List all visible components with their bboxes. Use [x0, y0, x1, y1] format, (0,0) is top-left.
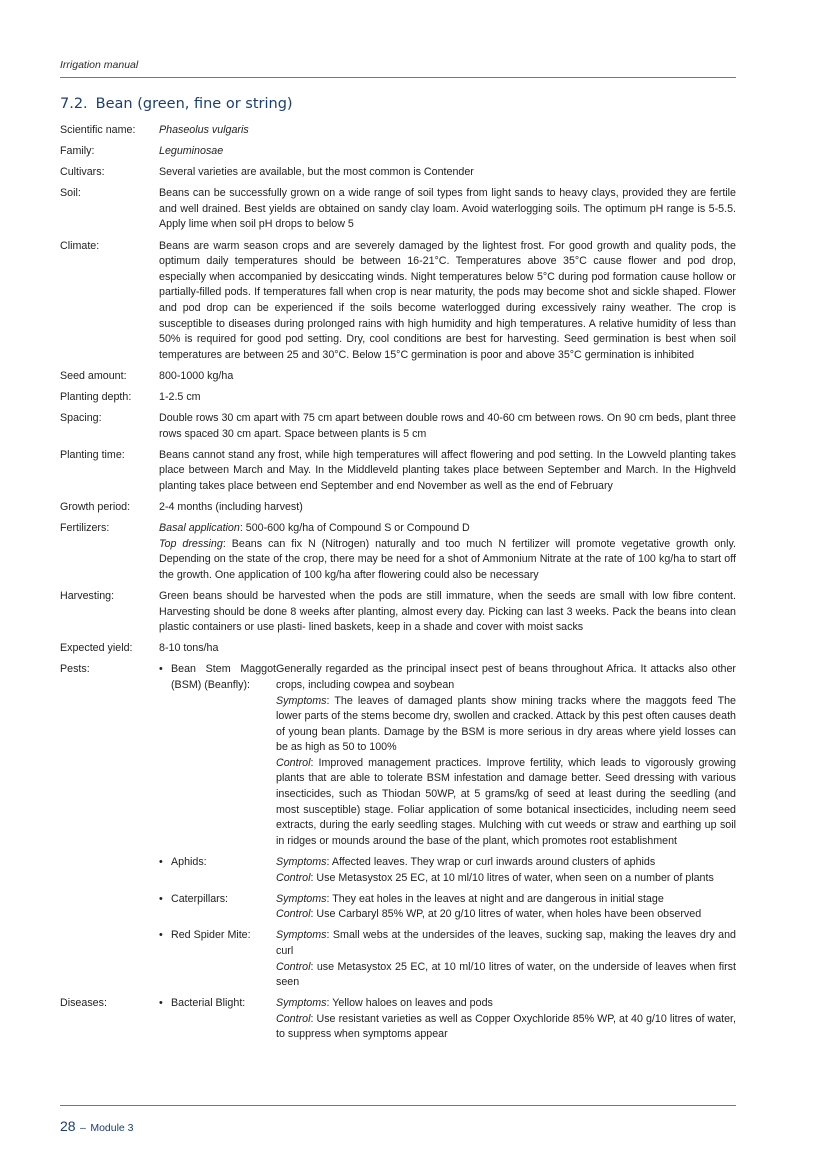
symptoms-label: Symptoms: [276, 694, 327, 707]
pest-list: [159, 662, 736, 990]
field-label: Growth period:: [60, 500, 131, 513]
pest-control: [276, 960, 736, 991]
symptoms-text: : Affected leaves. They wrap or curl inwards around clusters of aphids: [326, 855, 656, 868]
control-label: Control: [276, 960, 311, 973]
field-value: 800-1000 kg/ha: [159, 369, 234, 382]
symptoms-text: : Yellow haloes on leaves and pods: [326, 997, 493, 1010]
field-value: Double rows 30 cm apart with 75 cm apart between double rows and 40-60 cm between rows. On 90 cm beds, plant three rows spaced 30 cm apart. Space between plants is 5 cm: [159, 412, 736, 440]
pest-name: Caterpillars:: [171, 892, 229, 905]
field-climate: [60, 239, 736, 364]
field-label: Spacing:: [60, 412, 102, 424]
disease-list: [159, 996, 736, 1043]
field-label: Diseases:: [60, 997, 107, 1010]
symptoms-label: Symptoms: [276, 892, 327, 905]
field-label: Expected yield:: [60, 642, 133, 655]
pest-item-bean-stem-maggot: [159, 662, 736, 849]
field-value: 1-2.5 cm: [159, 390, 201, 403]
basal-text: : 500-600 kg/ha of Compound S or Compound D: [239, 522, 470, 535]
symptoms-text: : The leaves of damaged plants show mining tracks where the maggots feed The lower parts of the stems become dry, swollen and cracked. Attack by this pest often causes death of young bean plants. Damage by the BSM is more serious in dry areas where yield losses can be as high as 50 to 100%: [276, 694, 736, 754]
pest-description: [276, 928, 736, 990]
top-dressing: [159, 537, 736, 584]
field-family: [60, 144, 736, 160]
disease-item-bacterial-blight: [159, 996, 736, 1043]
control-label: Control: [276, 871, 311, 884]
field-value: Several varieties are available, but the most common is Contender: [159, 166, 474, 179]
running-header: Irrigation manual: [60, 59, 139, 71]
field-planting-time: [60, 448, 736, 495]
control-label: Control: [276, 908, 311, 921]
control-text: : Use Carbaryl 85% WP, at 20 g/10 litres of water, when holes have been observed: [310, 908, 702, 921]
control-text: : use Metasystox 25 EC, at 10 ml/10 litres of water, on the underside of leaves when first seen: [276, 960, 736, 989]
field-value: 2-4 months (including harvest): [159, 500, 303, 513]
field-label: Planting time:: [60, 448, 125, 461]
field-label: Harvesting:: [60, 589, 115, 602]
page-number: 28: [60, 1118, 76, 1134]
module-label: Module 3: [90, 1122, 134, 1134]
disease-name: Bacterial Blight:: [171, 997, 246, 1010]
field-value: 8-10 tons/ha: [159, 642, 219, 655]
footer-dash: –: [80, 1122, 86, 1134]
pest-symptoms: [276, 892, 736, 908]
field-seed-amount: [60, 369, 736, 385]
pest-control: [276, 756, 736, 850]
section-number: 7.2.: [60, 96, 88, 112]
field-label: Planting depth:: [60, 390, 132, 403]
pest-description: [276, 855, 736, 886]
bullet-icon: •: [159, 929, 163, 942]
field-label: Family:: [60, 145, 95, 158]
pest-control: [276, 907, 736, 923]
field-label: Cultivars:: [60, 166, 105, 179]
field-label: Seed amount:: [60, 369, 127, 382]
control-text: : Improved management practices. Improve fertility, which leads to vigorously growing plants that are able to tolerate BSM infestation and damage better. Seed dressing with various insecticides, such as Thiodan 50WP, at 5 grams/kg of seed at least during the seedling (and most susceptible) stage. Foliar application of some botanical insecticides, including neem seed extracts, during the early seedling stages. Mulching with cut weeds or straw and earthing up soil in ridges or mounds around the base of the plant, which promotes root establishment: [276, 756, 736, 847]
field-diseases: [60, 996, 736, 1043]
field-value: Beans can be successfully grown on a wide range of soil types from light sands to heavy clays, provided they are fertile and well drained. Best yields are obtained on sandy clay loam. Avoid waterlogging soils. The optimum pH range is 5-5.5. Apply lime when soil pH drops to below 5: [159, 187, 736, 231]
crop-profile: [60, 123, 736, 1048]
pest-name: Aphids:: [171, 855, 207, 868]
disease-description: [276, 996, 736, 1043]
field-label: Pests:: [60, 663, 90, 676]
symptoms-label: Symptoms: [276, 929, 327, 942]
field-pests: [60, 662, 736, 990]
field-expected-yield: [60, 641, 736, 657]
basal-application: [159, 521, 736, 537]
page-footer: [60, 1118, 134, 1136]
field-value: Beans are warm season crops and are severely damaged by the lightest frost. For good growth and quality pods, the optimum daily temperatures should be between 16-21°C. Temperatures above 35°C cause flower and pod drop, especially when accompanied by desiccating winds. Night temperatures below 5°C during pod formation cause hollow or partially-filled pods. If temperatures fall when crop is near maturity, the pods may become shot and sickle shaped. Flower and pod drop can be experienced if the soils become waterlogged during excessively rainy weather. The crop is susceptible to diseases during prolonged rains with high humidity and high temperatures. A relative humidity of less than 50% is required for good pod setting. Dry, cool conditions are best for harvesting. Seed germination is best when soil temperatures are between 25 and 30°C. Below 15°C germination is poor and above 35°C germination is inhibited: [159, 239, 736, 361]
field-label: Climate:: [60, 239, 100, 252]
field-planting-depth: [60, 390, 736, 406]
symptoms-label: Symptoms: [276, 855, 327, 868]
bullet-icon: •: [159, 892, 163, 905]
field-harvesting: [60, 589, 736, 636]
pest-symptoms: [276, 928, 736, 959]
control-label: Control: [276, 1012, 311, 1025]
field-spacing: [60, 411, 736, 442]
field-label: Scientific name:: [60, 124, 136, 136]
field-value: Leguminosae: [159, 145, 224, 158]
field-label: Fertilizers:: [60, 522, 110, 535]
control-text: : Use Metasystox 25 EC, at 10 ml/10 litres of water, when seen on a number of plants: [310, 871, 714, 884]
symptoms-label: Symptoms: [276, 997, 327, 1010]
header-rule: [60, 77, 736, 78]
pest-item-red-spider-mite: [159, 928, 736, 990]
control-text: : Use resistant varieties as well as Copper Oxychloride 85% WP, at 40 g/10 litres of water, to suppress when symptoms appear: [276, 1012, 736, 1041]
footer-rule: [60, 1105, 736, 1106]
top-dressing-label: Top dressing: [159, 537, 223, 550]
pest-intro: Generally regarded as the principal insect pest of beans throughout Africa. It attacks also other crops, including cowpea and soybean: [276, 663, 736, 691]
top-dressing-text: : Beans can fix N (Nitrogen) naturally and too much N fertilizer will promote vegetative growth only. Depending on the state of the crop, there may be need for a shot of Ammonium Nitrate at the rate of 100 kg/ha to start off the growth. One application of 100 kg/ha after flowering could also be necessary: [159, 537, 736, 581]
pest-item-caterpillars: [159, 892, 736, 923]
section-title: [60, 96, 293, 112]
field-value: Beans cannot stand any frost, while high temperatures will affect flowering and pod setting. In the Lowveld planting takes place between March and May. In the Middleveld planting takes place between September and March. In the Highveld planting takes place between end September and end November as well as the end of February: [159, 448, 736, 492]
symptoms-text: : Small webs at the undersides of the leaves, sucking sap, making the leaves dry and curl: [276, 929, 736, 957]
field-value: Green beans should be harvested when the pods are still immature, when the seeds are small with low fibre content. Harvesting should be done 8 weeks after planting, almost every day. Picking can last 3 weeks. Pack the beans into clean plastic containers or use plasti- lined baskets, keep in a shade and cover with moist sacks: [159, 589, 736, 634]
field-scientific-name: [60, 123, 736, 139]
pest-description: [276, 662, 736, 849]
bullet-icon: •: [159, 663, 163, 676]
disease-symptoms: [276, 996, 736, 1012]
field-value: [159, 521, 736, 583]
pest-control: [276, 871, 736, 887]
disease-control: [276, 1012, 736, 1043]
pest-name: Bean Stem Maggot (BSM) (Beanfly):: [171, 663, 276, 691]
pest-item-aphids: [159, 855, 736, 886]
pest-symptoms: [276, 855, 736, 871]
field-cultivars: [60, 165, 736, 181]
control-label: Control: [276, 756, 311, 769]
basal-label: Basal application: [159, 522, 240, 535]
bullet-icon: •: [159, 855, 163, 868]
pest-name: Red Spider Mite:: [171, 929, 251, 942]
field-growth-period: [60, 500, 736, 516]
section-title-text: Bean (green, fine or string): [95, 96, 293, 112]
field-fertilizers: [60, 521, 736, 583]
field-soil: [60, 186, 736, 233]
pest-description: [276, 892, 736, 923]
pest-symptoms: [276, 694, 736, 756]
symptoms-text: : They eat holes in the leaves at night and are dangerous in initial stage: [326, 892, 664, 905]
field-value: Phaseolus vulgaris: [159, 124, 249, 136]
bullet-icon: •: [159, 997, 163, 1010]
field-label: Soil:: [60, 187, 81, 200]
